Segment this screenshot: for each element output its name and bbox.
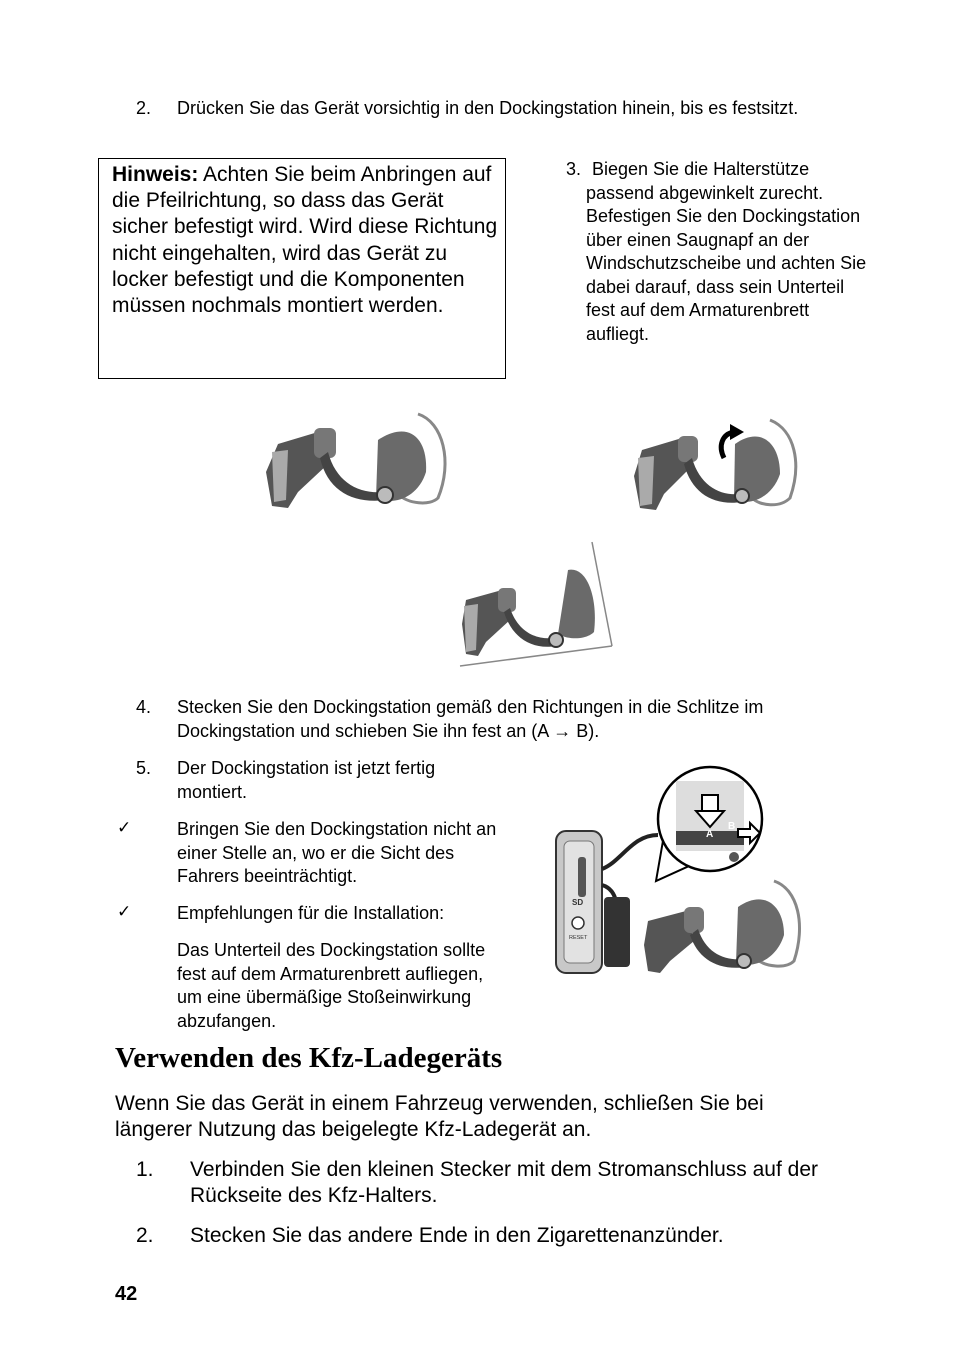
checkmark-icon: ✓ bbox=[117, 818, 132, 838]
section-step-2-text: Stecken Sie das andere Ende in den Zigarettenanzünder. bbox=[190, 1224, 724, 1247]
hint-body: Achten Sie beim Anbringen auf die Pfeilrichtung, so dass das Gerät sicher befestigt wird. Wird diese Richtung nicht eingehalten, wird das Gerät zu locker befestigt und die Komponenten müssen nochmals montiert werden. bbox=[112, 163, 498, 318]
step-4-number: 4. bbox=[136, 697, 152, 717]
car-mount-illustration-3 bbox=[458, 540, 618, 670]
checkmark-icon: ✓ bbox=[117, 902, 132, 922]
step-3-number: 3. bbox=[566, 159, 582, 179]
label-b: B bbox=[728, 821, 736, 832]
step-2-number: 2. bbox=[136, 98, 152, 118]
hint-text bbox=[112, 162, 502, 319]
section-step-1-number: 1. bbox=[136, 1158, 154, 1181]
step-2-text: Drücken Sie das Gerät vorsichtig in den Dockingstation hinein, bis es festsitzt. bbox=[177, 98, 799, 118]
section-heading: Verwenden des Kfz-Ladegeräts bbox=[115, 1042, 503, 1074]
label-a: A bbox=[706, 829, 714, 840]
step-4-text: Stecken Sie den Dockingstation gemäß den Richtungen in die Schlitze im Dockingstation und schieben Sie ihn fest an (A → B). bbox=[177, 697, 764, 741]
section-step-1-text: Verbinden Sie den kleinen Stecker mit dem Stromanschluss auf der Rückseite des Kfz-Halters. bbox=[190, 1158, 819, 1207]
recommendation-text: Das Unterteil des Dockingstation sollte fest auf dem Armaturenbrett aufliegen, um eine übermäßige Stoßeinwirkung abzufangen. bbox=[177, 940, 486, 1031]
section-step-2-number: 2. bbox=[136, 1224, 154, 1247]
hint-label: Hinweis: bbox=[112, 163, 199, 186]
car-mount-illustration-1 bbox=[258, 402, 458, 514]
reset-label: RESET bbox=[569, 935, 588, 941]
section-intro: Wenn Sie das Gerät in einem Fahrzeug verwenden, schließen Sie bei längerer Nutzung das beigelegte Kfz-Ladegerät an. bbox=[115, 1092, 764, 1141]
check-2-text: Empfehlungen für die Installation: bbox=[177, 903, 445, 923]
device-dock-illustration bbox=[552, 765, 812, 977]
page-number: 42 bbox=[115, 1283, 138, 1305]
sd-label: SD bbox=[572, 898, 584, 907]
step-3-text: Biegen Sie die Halterstütze passend abgewinkelt zurecht. Befestigen Sie den Dockingstation über einen Saugnapf an der Windschutzscheibe und achten Sie dabei darauf, dass sein Unterteil fest auf dem Armaturenbrett aufliegt. bbox=[586, 159, 867, 344]
step-5-number: 5. bbox=[136, 758, 152, 778]
step-5-text: Der Dockingstation ist jetzt fertig montiert. bbox=[177, 758, 436, 802]
car-mount-illustration-2 bbox=[630, 414, 805, 514]
check-1-text: Bringen Sie den Dockingstation nicht an einer Stelle an, wo er die Sicht des Fahrers beeinträchtigt. bbox=[177, 819, 497, 886]
